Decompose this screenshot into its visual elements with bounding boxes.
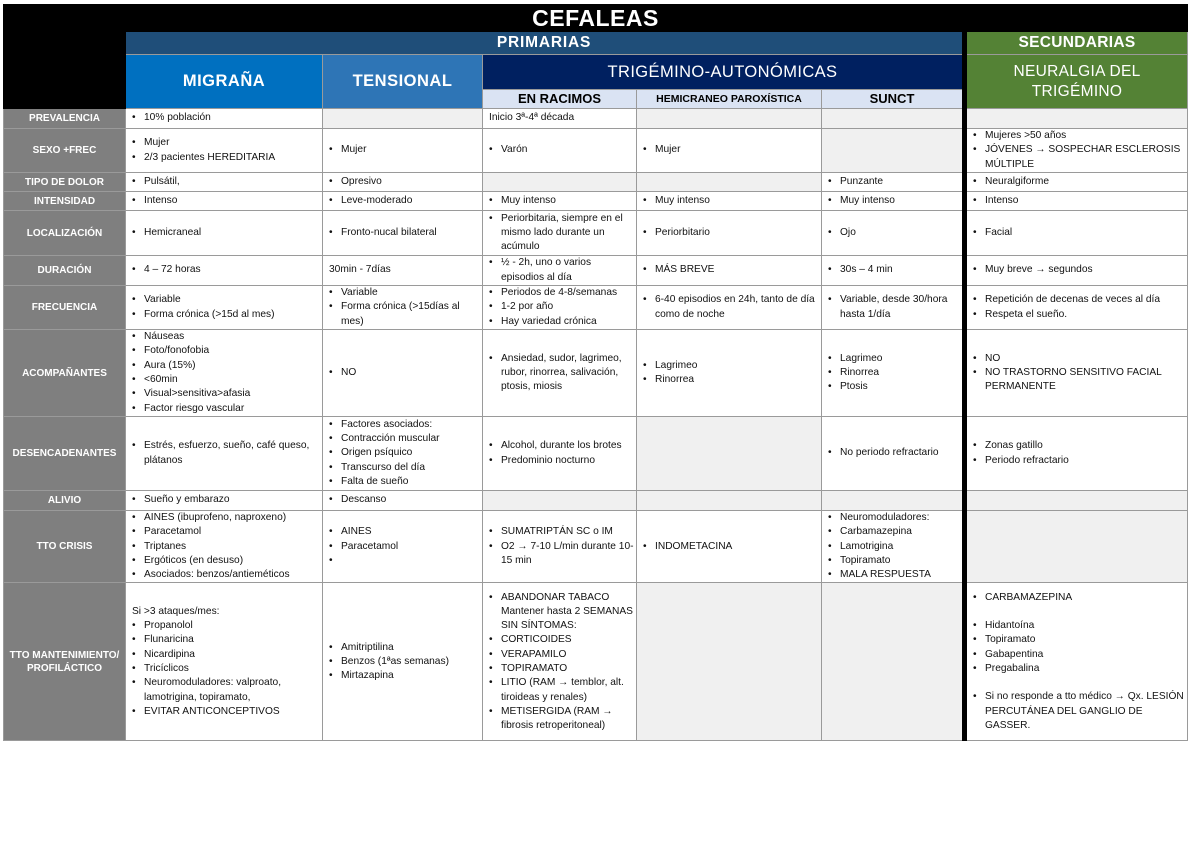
list-item: • 6-40 episodios en 24h, tanto de día como de noche bbox=[643, 293, 821, 322]
list-item: • Hemicraneal bbox=[132, 226, 322, 240]
row-label: PREVALENCIA bbox=[4, 109, 126, 129]
cell-tensional bbox=[323, 173, 483, 192]
list-item: • Si no responde a tto médico → Qx. LESIÓN PERCUTÁNEA DEL GANGLIO DE GASSER. bbox=[973, 690, 1187, 733]
cefaleas-table-container bbox=[3, 4, 1187, 741]
list-item: • Ergóticos (en desuso) bbox=[132, 554, 322, 568]
list-item: • EVITAR ANTICONCEPTIVOS bbox=[132, 705, 322, 719]
cell-tensional bbox=[323, 511, 483, 583]
list-item: • Intenso bbox=[132, 194, 322, 208]
header-row bbox=[4, 55, 1188, 90]
list-item: • SUMATRIPTÁN SC o IM bbox=[489, 525, 636, 539]
cell-tensional bbox=[323, 109, 483, 129]
list-item: • Náuseas bbox=[132, 330, 322, 344]
title-row bbox=[4, 5, 1188, 32]
list-item: • Factores asociados: bbox=[329, 418, 482, 432]
list-item: • LITIO (RAM → temblor, alt. tiroideas y renales) bbox=[489, 676, 636, 705]
cell-racimos bbox=[483, 583, 637, 741]
col-header-trigemino-autonomicas: TRIGÉMINO-AUTONÓMICAS bbox=[483, 55, 965, 90]
cell-migrana bbox=[126, 583, 323, 741]
cell-hemicraneo bbox=[637, 583, 822, 741]
row-label: LOCALIZACIÓN bbox=[4, 211, 126, 256]
cell-migrana bbox=[126, 286, 323, 330]
row-label: ACOMPAÑANTES bbox=[4, 330, 126, 417]
cell-racimos bbox=[483, 417, 637, 491]
list-item: • Origen psíquico bbox=[329, 446, 482, 460]
list-item: • Tricíclicos bbox=[132, 662, 322, 676]
list-item: • Muy intenso bbox=[643, 194, 821, 208]
list-item: • <60min bbox=[132, 373, 322, 387]
row-tto-crisis bbox=[4, 511, 1188, 583]
list-item: • 2/3 pacientes HEREDITARIA bbox=[132, 151, 322, 165]
row-label: ALIVIO bbox=[4, 491, 126, 511]
list-item: • Mujer bbox=[329, 143, 482, 157]
cell-sunct bbox=[822, 330, 965, 417]
list-item: • VERAPAMILO bbox=[489, 648, 636, 662]
list-item: • No periodo refractario bbox=[828, 446, 962, 460]
cell-hemicraneo bbox=[637, 192, 822, 211]
cell-tensional bbox=[323, 211, 483, 256]
group-secundarias: SECUNDARIAS bbox=[965, 32, 1188, 55]
list-item: • 10% población bbox=[132, 111, 322, 125]
cell-hemicraneo bbox=[637, 417, 822, 491]
col-header-migrana: MIGRAÑA bbox=[126, 55, 323, 109]
list-item: • Foto/fonofobia bbox=[132, 344, 322, 358]
list-item: • Neuromoduladores: bbox=[828, 511, 962, 525]
list-intro: Si >3 ataques/mes: bbox=[132, 605, 220, 617]
list-item: • Mujer bbox=[643, 143, 821, 157]
list-item: • Falta de sueño bbox=[329, 475, 482, 489]
list-item: • Periodos de 4-8/semanas bbox=[489, 286, 636, 300]
cell-sunct bbox=[822, 286, 965, 330]
cell-neuralgia bbox=[965, 417, 1188, 491]
cell-tensional bbox=[323, 192, 483, 211]
cell-migrana bbox=[126, 491, 323, 511]
cell-neuralgia bbox=[965, 129, 1188, 173]
list-item: • ½ - 2h, uno o varios episodios al día bbox=[489, 256, 636, 285]
row-prevalencia bbox=[4, 109, 1188, 129]
cell-sunct bbox=[822, 192, 965, 211]
cell-sunct bbox=[822, 583, 965, 741]
corner-cell-2 bbox=[4, 55, 126, 109]
list-item: • Fronto-nucal bilateral bbox=[329, 226, 482, 240]
cell-racimos: Inicio 3ª-4ª década bbox=[483, 109, 637, 129]
group-primarias: PRIMARIAS bbox=[126, 32, 965, 55]
cell-neuralgia bbox=[965, 583, 1188, 741]
row-tto-mantenimiento bbox=[4, 583, 1188, 741]
cell-racimos bbox=[483, 286, 637, 330]
list-item: • ABANDONAR TABACO bbox=[489, 591, 636, 605]
cell-hemicraneo bbox=[637, 330, 822, 417]
cell-racimos bbox=[483, 192, 637, 211]
cell-hemicraneo bbox=[637, 109, 822, 129]
list-item: • CARBAMAZEPINA bbox=[973, 591, 1187, 605]
list-item: • 30s – 4 min bbox=[828, 263, 962, 277]
list-item: • AINES bbox=[329, 525, 482, 539]
row-intensidad bbox=[4, 192, 1188, 211]
col-header-sunct: SUNCT bbox=[822, 90, 965, 109]
list-item: • INDOMETACINA bbox=[643, 540, 821, 554]
list-item: • Punzante bbox=[828, 175, 962, 189]
list-item: • Topiramato bbox=[828, 554, 962, 568]
list-item: • Muy intenso bbox=[489, 194, 636, 208]
cell-tensional: 30min - 7días bbox=[323, 256, 483, 286]
row-desencadenantes bbox=[4, 417, 1188, 491]
list-item: • TOPIRAMATO bbox=[489, 662, 636, 676]
list-item: • Rinorrea bbox=[643, 373, 821, 387]
cell-neuralgia bbox=[965, 330, 1188, 417]
list-item: • NO bbox=[329, 366, 482, 380]
list-item: • NO TRASTORNO SENSITIVO FACIAL PERMANENTE bbox=[973, 366, 1187, 395]
list-item: • Opresivo bbox=[329, 175, 482, 189]
list-item: • Paracetamol bbox=[329, 540, 482, 554]
list-item: • Contracción muscular bbox=[329, 432, 482, 446]
cell-racimos bbox=[483, 330, 637, 417]
row-label: FRECUENCIA bbox=[4, 286, 126, 330]
list-item: • Asociados: benzos/antieméticos bbox=[132, 568, 322, 582]
list-item: • Facial bbox=[973, 226, 1187, 240]
cell-tensional bbox=[323, 286, 483, 330]
list-item: • Neuromoduladores: valproato, lamotrigina, topiramato, bbox=[132, 676, 322, 705]
page-title: CEFALEAS bbox=[4, 5, 1188, 32]
list-item: • METISERGIDA (RAM → fibrosis retroperitoneal) bbox=[489, 705, 636, 734]
corner-cell bbox=[4, 32, 126, 55]
list-item: • Varón bbox=[489, 143, 636, 157]
list-item: • Estrés, esfuerzo, sueño, café queso, plátanos bbox=[132, 439, 322, 468]
list-item: • Variable bbox=[132, 293, 322, 307]
list-item: • Paracetamol bbox=[132, 525, 322, 539]
list-item: • Periodo refractario bbox=[973, 454, 1187, 468]
cell-neuralgia bbox=[965, 256, 1188, 286]
list-item: • Amitriptilina bbox=[329, 641, 482, 655]
row-frecuencia bbox=[4, 286, 1188, 330]
list-item: • JÓVENES → SOSPECHAR ESCLEROSIS MÚLTIPLE bbox=[973, 143, 1187, 172]
cell-migrana bbox=[126, 330, 323, 417]
list-item: • O2 → 7-10 L/min durante 10-15 min bbox=[489, 540, 636, 569]
list-item: • Alcohol, durante los brotes bbox=[489, 439, 636, 453]
cell-sunct bbox=[822, 256, 965, 286]
row-label: DESENCADENANTES bbox=[4, 417, 126, 491]
cell-tensional bbox=[323, 583, 483, 741]
list-item: • Muy breve → segundos bbox=[973, 263, 1187, 277]
cell-tensional bbox=[323, 129, 483, 173]
col-header-en-racimos: EN RACIMOS bbox=[483, 90, 637, 109]
col-header-tensional: TENSIONAL bbox=[323, 55, 483, 109]
cell-migrana bbox=[126, 109, 323, 129]
list-item: • Variable, desde 30/hora hasta 1/día bbox=[828, 293, 962, 322]
cell-hemicraneo bbox=[637, 286, 822, 330]
cell-sunct bbox=[822, 211, 965, 256]
cell-tensional bbox=[323, 491, 483, 511]
cell-migrana bbox=[126, 511, 323, 583]
list-item: • CORTICOIDES bbox=[489, 633, 636, 647]
list-item: • Visual>sensitiva>afasia bbox=[132, 387, 322, 401]
cell-neuralgia bbox=[965, 286, 1188, 330]
list-item: • Pulsátil, bbox=[132, 175, 322, 189]
group-row bbox=[4, 32, 1188, 55]
cell-hemicraneo bbox=[637, 129, 822, 173]
row-acompanantes bbox=[4, 330, 1188, 417]
cell-racimos bbox=[483, 256, 637, 286]
cell-tensional bbox=[323, 330, 483, 417]
list-item: • AINES (ibuprofeno, naproxeno) bbox=[132, 511, 322, 525]
list-item: • Flunaricina bbox=[132, 633, 322, 647]
list-item: • Lagrimeo bbox=[828, 352, 962, 366]
row-localizacion bbox=[4, 211, 1188, 256]
row-duracion bbox=[4, 256, 1188, 286]
cell-racimos bbox=[483, 511, 637, 583]
cell-sunct bbox=[822, 511, 965, 583]
list-item: • Mujeres >50 años bbox=[973, 129, 1187, 143]
cell-neuralgia bbox=[965, 211, 1188, 256]
list-item: • Variable bbox=[329, 286, 482, 300]
list-item: • Ptosis bbox=[828, 380, 962, 394]
row-label: INTENSIDAD bbox=[4, 192, 126, 211]
list-item: • Ojo bbox=[828, 226, 962, 240]
list-item: • Aura (15%) bbox=[132, 359, 322, 373]
list-item: • Pregabalina bbox=[973, 662, 1187, 676]
cell-migrana bbox=[126, 417, 323, 491]
row-alivio bbox=[4, 491, 1188, 511]
cell-migrana bbox=[126, 129, 323, 173]
cell-hemicraneo bbox=[637, 256, 822, 286]
list-item: • Rinorrea bbox=[828, 366, 962, 380]
cell-neuralgia bbox=[965, 192, 1188, 211]
row-label: TTO MANTENIMIENTO/ PROFILÁCTICO bbox=[4, 583, 126, 741]
list-item: • Predominio nocturno bbox=[489, 454, 636, 468]
list-item: • Leve-moderado bbox=[329, 194, 482, 208]
cell-hemicraneo bbox=[637, 491, 822, 511]
list-item: • 1-2 por año bbox=[489, 300, 636, 314]
col-header-hemicraneo: HEMICRANEO PAROXÍSTICA bbox=[637, 90, 822, 109]
list-item: • Respeta el sueño. bbox=[973, 308, 1187, 322]
cell-hemicraneo bbox=[637, 511, 822, 583]
cell-sunct bbox=[822, 491, 965, 511]
row-label: TTO CRISIS bbox=[4, 511, 126, 583]
list-item: • Transcurso del día bbox=[329, 461, 482, 475]
list-item: • Forma crónica (>15días al mes) bbox=[329, 300, 482, 329]
cell-sunct bbox=[822, 417, 965, 491]
list-item: • Zonas gatillo bbox=[973, 439, 1187, 453]
col-header-neuralgia: NEURALGIA DEL TRIGÉMINO bbox=[965, 55, 1188, 109]
list-item: • Carbamazepina bbox=[828, 525, 962, 539]
list-item: • Nicardipina bbox=[132, 648, 322, 662]
list-item: • Periorbitaria, siempre en el mismo lado durante un acúmulo bbox=[489, 212, 636, 255]
list-item: • Ansiedad, sudor, lagrimeo, rubor, rinorrea, salivación, ptosis, miosis bbox=[489, 352, 636, 395]
list-item: • Factor riesgo vascular bbox=[132, 402, 322, 416]
row-label: SEXO +FREC bbox=[4, 129, 126, 173]
list-item bbox=[329, 554, 482, 568]
spacer bbox=[973, 605, 1187, 619]
cell-racimos bbox=[483, 211, 637, 256]
list-item: • Lamotrigina bbox=[828, 540, 962, 554]
list-item: • Repetición de decenas de veces al día bbox=[973, 293, 1187, 307]
row-label: DURACIÓN bbox=[4, 256, 126, 286]
list-item: • Triptanes bbox=[132, 540, 322, 554]
cell-sunct bbox=[822, 109, 965, 129]
cell-migrana bbox=[126, 173, 323, 192]
list-item: • Topiramato bbox=[973, 633, 1187, 647]
list-item: • Gabapentina bbox=[973, 648, 1187, 662]
list-item: • Muy intenso bbox=[828, 194, 962, 208]
list-item: • Descanso bbox=[329, 493, 482, 507]
list-item: • Forma crónica (>15d al mes) bbox=[132, 308, 322, 322]
spacer bbox=[973, 676, 1187, 690]
list-item: • Periorbitario bbox=[643, 226, 821, 240]
row-label: TIPO DE DOLOR bbox=[4, 173, 126, 192]
list-item: • Neuralgiforme bbox=[973, 175, 1187, 189]
list-item: • 4 – 72 horas bbox=[132, 263, 322, 277]
row-tipo-dolor bbox=[4, 173, 1188, 192]
list-item: • Mirtazapina bbox=[329, 669, 482, 683]
cell-sunct bbox=[822, 129, 965, 173]
cell-hemicraneo bbox=[637, 211, 822, 256]
list-item: • Intenso bbox=[973, 194, 1187, 208]
cell-tensional bbox=[323, 417, 483, 491]
cell-neuralgia bbox=[965, 491, 1188, 511]
cefaleas-table bbox=[3, 4, 1188, 741]
cell-migrana bbox=[126, 256, 323, 286]
cell-racimos bbox=[483, 173, 637, 192]
cell-racimos bbox=[483, 491, 637, 511]
cell-neuralgia bbox=[965, 511, 1188, 583]
list-item: • Propanolol bbox=[132, 619, 322, 633]
list-item: • Benzos (1ªas semanas) bbox=[329, 655, 482, 669]
cell-hemicraneo bbox=[637, 173, 822, 192]
cell-migrana bbox=[126, 211, 323, 256]
cell-neuralgia bbox=[965, 109, 1188, 129]
list-item: • Lagrimeo bbox=[643, 359, 821, 373]
cell-migrana bbox=[126, 192, 323, 211]
list-item: • NO bbox=[973, 352, 1187, 366]
list-item: • Sueño y embarazo bbox=[132, 493, 322, 507]
cell-sunct bbox=[822, 173, 965, 192]
list-item: • MALA RESPUESTA bbox=[828, 568, 962, 582]
row-sexo bbox=[4, 129, 1188, 173]
list-item: • Hidantoína bbox=[973, 619, 1187, 633]
cell-racimos bbox=[483, 129, 637, 173]
list-item: • Mujer bbox=[132, 136, 322, 150]
cell-neuralgia bbox=[965, 173, 1188, 192]
list-item: • MÁS BREVE bbox=[643, 263, 821, 277]
list-item: • Hay variedad crónica bbox=[489, 315, 636, 329]
list-note: Mantener hasta 2 SEMANAS SIN SÍNTOMAS: bbox=[501, 605, 633, 632]
